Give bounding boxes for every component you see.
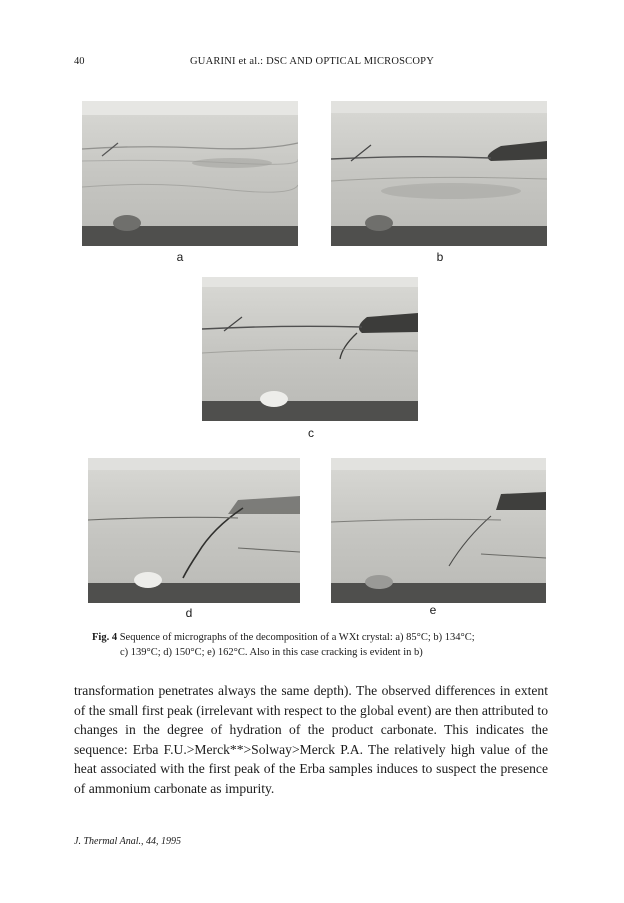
micrograph-b — [331, 101, 547, 246]
panel-label-b: b — [436, 250, 444, 264]
page-number: 40 — [74, 56, 85, 67]
micrograph-a — [82, 101, 298, 246]
body-paragraph: transformation penetrates always the same depth). The observed differences in extent of the small first peak (irrelevant with respect to the global event) are then attributed to changes in the degree of hydration of the product carbonate. This indicates the sequence: Erba F.U.>Merck**>Solway>Merck P.A. The relatively high value of the heat associated with the first peak of the Erba samples induces to suspect the presence of ammonium carbonate as impurity. — [74, 683, 548, 796]
panel-label-e: e — [429, 603, 437, 617]
micrograph-d — [88, 458, 300, 603]
running-head: GUARINI et al.: DSC AND OPTICAL MICROSCOPY — [190, 56, 434, 67]
micrograph-c — [202, 277, 418, 421]
panel-label-a: a — [176, 250, 184, 264]
figure-label: Fig. 4 — [92, 632, 118, 643]
micrograph-e — [331, 458, 546, 603]
panel-label-d: d — [185, 606, 193, 620]
caption-line-2: c) 139°C; d) 150°C; e) 162°C. Also in this case cracking is evident in b) — [120, 647, 423, 658]
panel-label-c: c — [308, 426, 314, 440]
caption-line-1: Sequence of micrographs of the decomposition of a WXt crystal: a) 85°C; b) 134°C; — [119, 632, 475, 643]
figure-caption — [92, 630, 562, 660]
journal-footer: J. Thermal Anal., 44, 1995 — [74, 836, 182, 847]
